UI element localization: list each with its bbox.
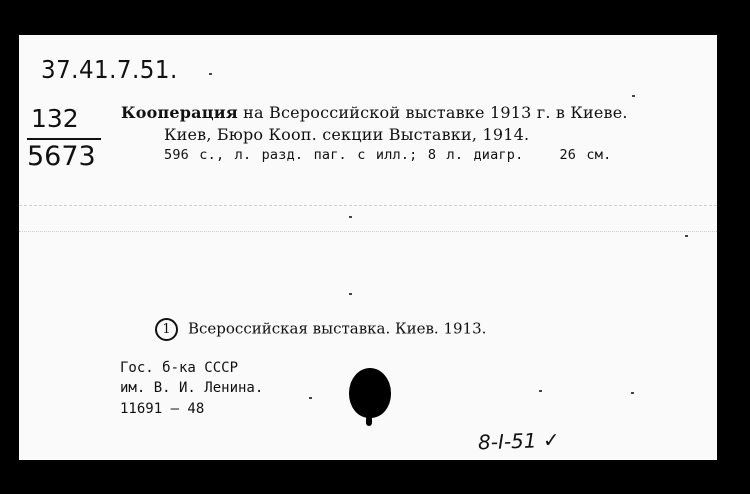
call-code-divider bbox=[27, 138, 101, 140]
entry-lead-word: Кооперация bbox=[121, 103, 238, 122]
entry-collation: 596 с., л. разд. паг. с илл.; 8 л. диагр. bbox=[164, 147, 524, 163]
call-code-bottom: 5673 bbox=[27, 141, 96, 172]
entry-size: 26 см. bbox=[559, 147, 612, 163]
subject-heading: Всероссийская выставка. Киев. 1913. bbox=[188, 319, 487, 338]
scan-speck bbox=[349, 293, 352, 295]
entry-collation-line bbox=[164, 147, 611, 163]
punch-hole bbox=[349, 368, 391, 418]
handwritten-date-note: 8-I-51 ✓ bbox=[477, 427, 561, 455]
card-rule bbox=[19, 231, 717, 232]
card-rule bbox=[19, 205, 717, 206]
subject-heading-line bbox=[155, 318, 486, 341]
scan-speck bbox=[685, 235, 688, 237]
scan-speck bbox=[209, 73, 212, 75]
library-stamp-line-1: Гос. б-ка СССР bbox=[120, 360, 239, 376]
library-stamp-line-2: им. В. И. Ленина. bbox=[120, 380, 264, 396]
entry-title-line bbox=[121, 103, 628, 122]
entry-imprint: Киев, Бюро Кооп. секции Выставки, 1914. bbox=[164, 125, 530, 144]
scan-speck bbox=[349, 216, 352, 218]
scan-speck bbox=[631, 392, 634, 394]
subject-number: 1 bbox=[155, 318, 178, 341]
scan-speck bbox=[632, 95, 635, 97]
scan-speck bbox=[309, 397, 312, 399]
call-code-top: 132 bbox=[31, 104, 79, 133]
shelfmark: 37.41.7.51. bbox=[41, 55, 178, 84]
entry-title-rest: на Всероссийской выставке 1913 г. в Киеве. bbox=[237, 103, 628, 122]
scan-speck bbox=[539, 390, 542, 392]
catalog-card bbox=[19, 35, 717, 460]
library-stamp-line-3: 11691 — 48 bbox=[120, 401, 205, 417]
